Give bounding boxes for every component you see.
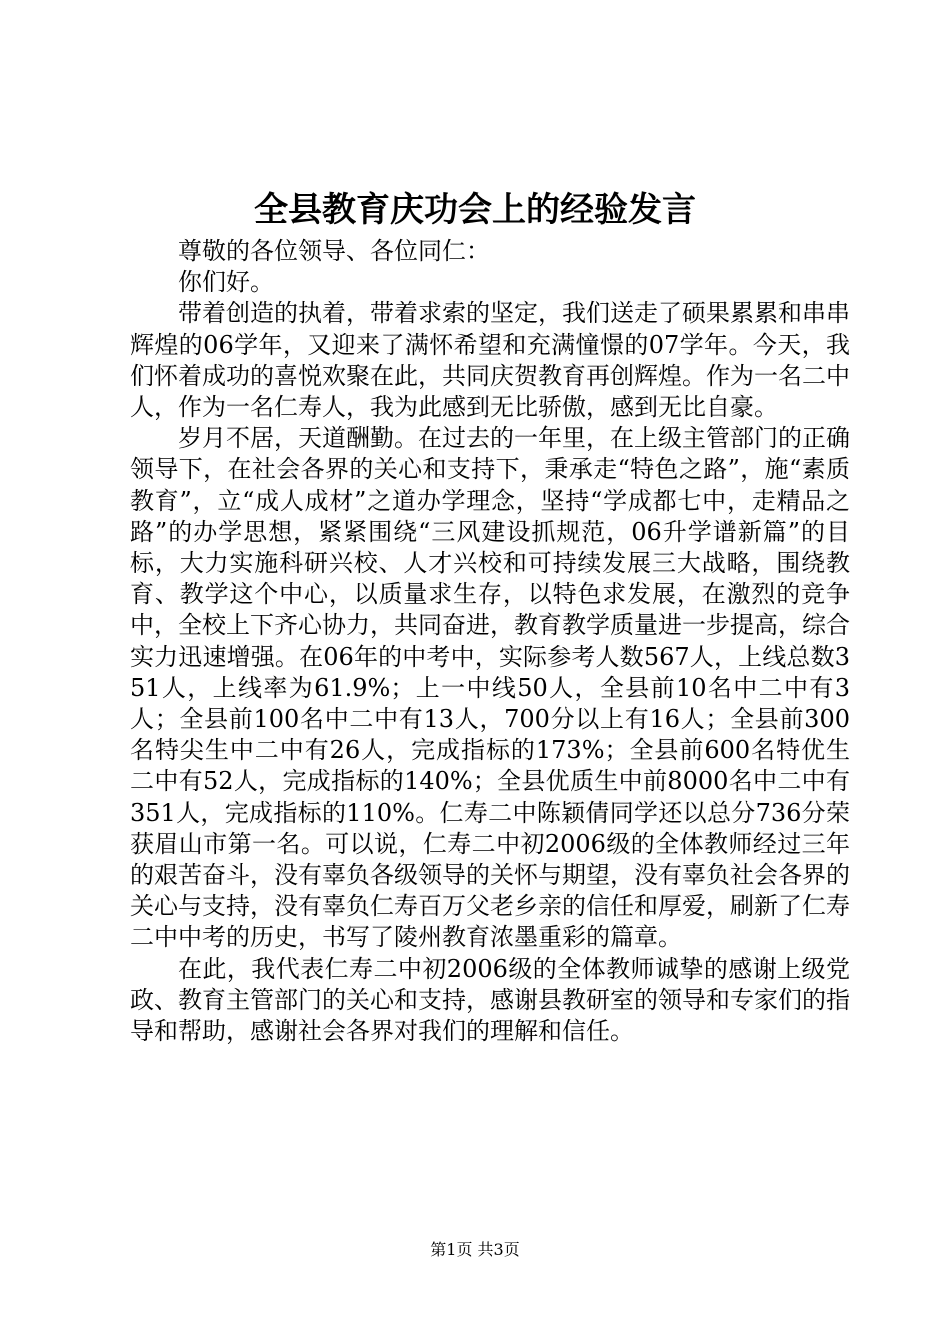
document-body	[130, 236, 850, 1047]
salutation: 尊敬的各位领导、各位同仁：	[178, 237, 490, 265]
body-paragraph: 岁月不居，天道酬勤。在过去的一年里，在上级主管部门的正确领导下，在社会各界的关心和支持下，秉承走“特色之路”，施“素质教育”，立“成人成材”之道办学理念，坚持“学成都七中，走精品之路”的办学思想，紧紧围绕“三风建设抓规范，06升学谱新篇”的目标，大力实施科研兴校、人才兴校和可持续发展三大战略，围绕教育、教学这个中心，以质量求生存，以特色求发展，在激烈的竞争中，全校上下齐心协力，共同奋进，教育教学质量进一步提高，综合实力迅速增强。在06年的中考中，实际参考人数567人，上线总数351人，上线率为61.9%；上一中线50人，全县前10名中二中有3人；全县前100名中二中有13人，700分以上有16人；全县前300名特尖生中二中有26人，完成指标的173%；全县前600名特优生二中有52人，完成指标的140%；全县优质生中前8000名中二中有351人，完成指标的110%。仁寿二中陈颖倩同学还以总分736分荣获眉山市第一名。可以说，仁寿二中初2006级的全体教师经过三年的艰苦奋斗，没有辜负各级领导的关怀与期望，没有辜负社会各界的关心与支持，没有辜负仁寿百万父老乡亲的信任和厚爱，刷新了仁寿二中中考的历史，书写了陵州教育浓墨重彩的篇章。	[130, 424, 850, 952]
body-paragraph: 在此，我代表仁寿二中初2006级的全体教师诚挚的感谢上级党政、教育主管部门的关心和支持，感谢县教研室的领导和专家们的指导和帮助，感谢社会各界对我们的理解和信任。	[130, 954, 850, 1046]
greeting: 你们好。	[178, 268, 274, 297]
body-paragraph: 带着创造的执着，带着求索的坚定，我们送走了硕果累累和串串辉煌的06学年，又迎来了满怀希望和充满憧憬的07学年。今天，我们怀着成功的喜悦欢聚在此，共同庆贺教育再创辉煌。作为一名二中人，作为一名仁寿人，我为此感到无比骄傲，感到无比自豪。	[130, 299, 850, 422]
document-title: 全县教育庆功会上的经验发言	[254, 190, 696, 230]
page-number-footer: 第1页 共3页	[430, 1240, 520, 1259]
